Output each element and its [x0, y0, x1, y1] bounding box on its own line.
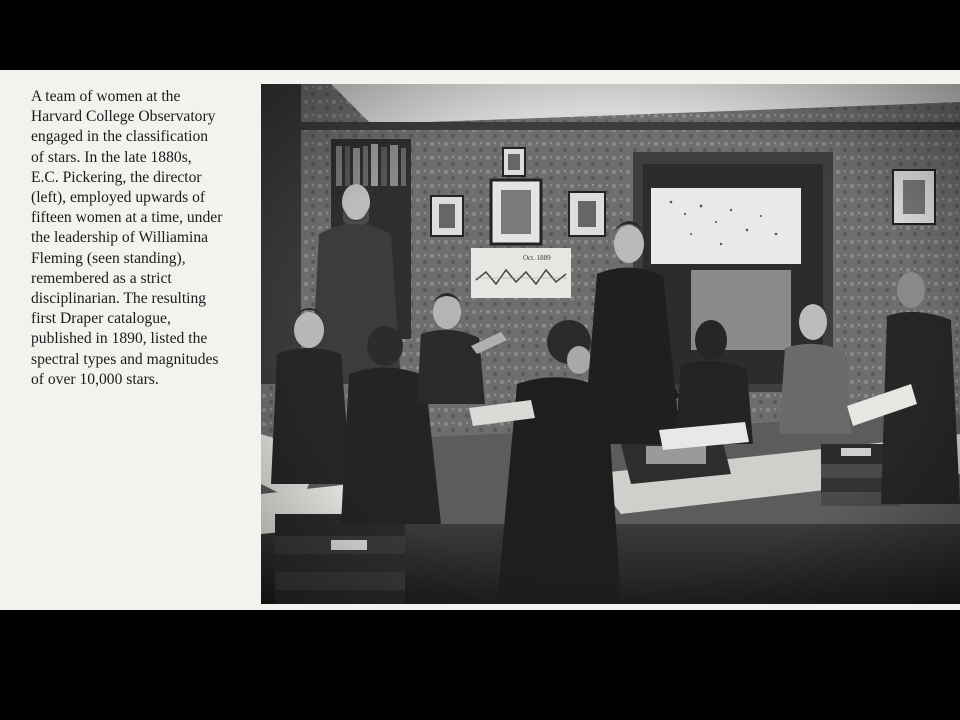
caption-line: remembered as a strict: [31, 269, 172, 287]
caption-line: of stars. In the late 1880s,: [31, 148, 192, 166]
caption-line: (left), employed upwards of: [31, 189, 206, 207]
caption-line: of over 10,000 stars.: [31, 370, 159, 388]
caption-line: A team of women at the: [31, 88, 181, 105]
caption-line: Fleming (seen standing),: [31, 249, 186, 267]
caption-line: Harvard College Observatory: [31, 108, 216, 126]
caption-line: fifteen women at a time, under: [31, 209, 223, 227]
caption-line: the leadership of Williamina: [31, 229, 209, 247]
book-page: [0, 70, 960, 610]
caption-line: first Draper catalogue,: [31, 310, 171, 328]
historical-photograph: [261, 84, 960, 604]
caption-line: E.C. Pickering, the director: [31, 168, 202, 186]
caption-line: spectral types and magnitudes: [31, 350, 219, 368]
caption-line: published in 1890, listed the: [31, 330, 208, 348]
photo-caption: [31, 87, 246, 390]
caption-line: engaged in the classification: [31, 128, 209, 146]
caption-line: disciplinarian. The resulting: [31, 290, 207, 308]
